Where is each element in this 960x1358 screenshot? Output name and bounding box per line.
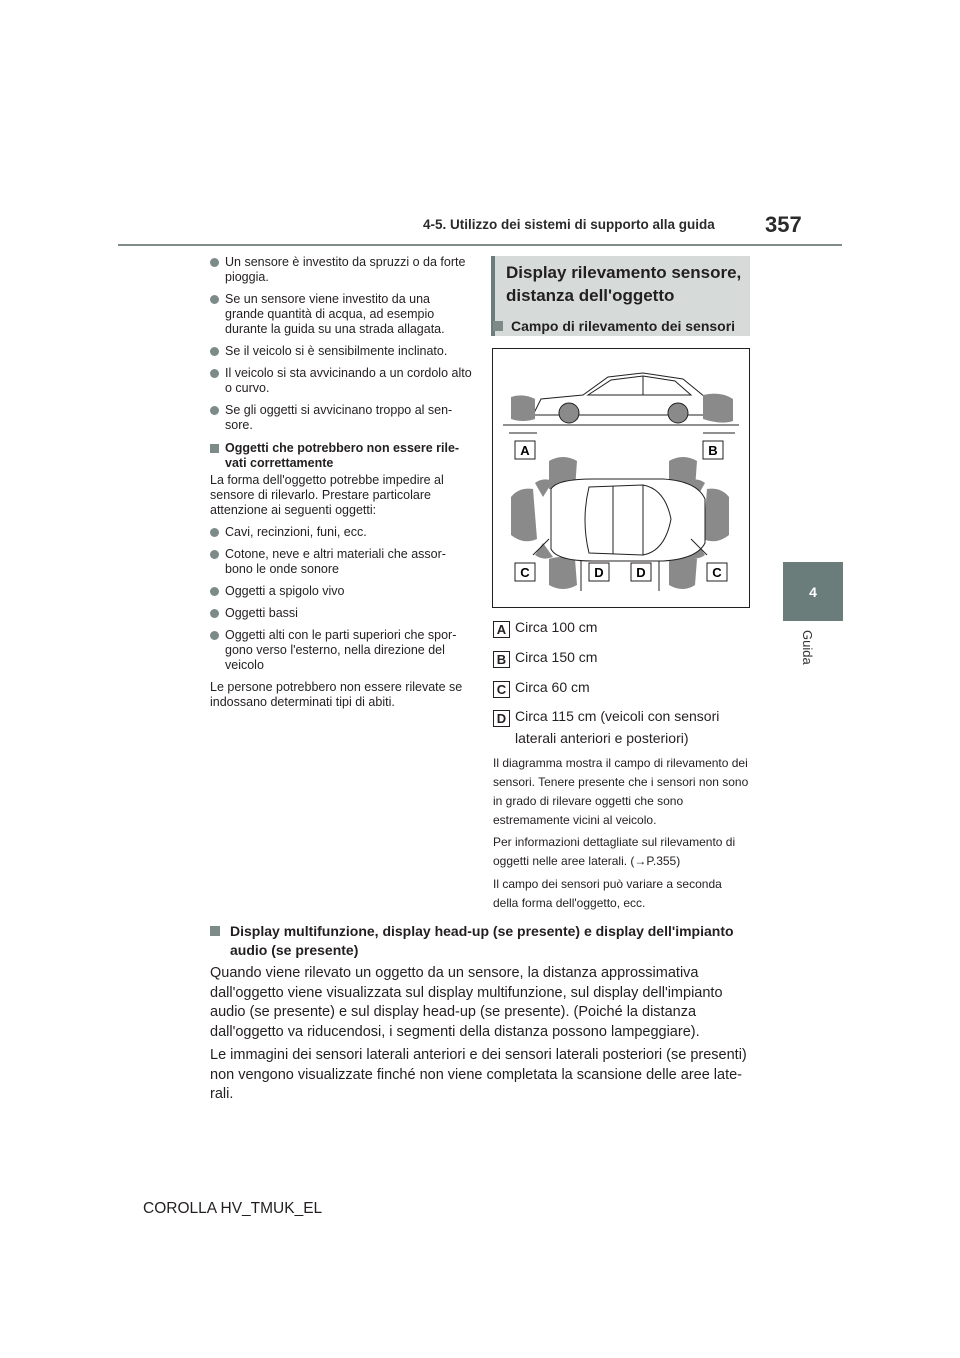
side-detection-paragraph: Per informazioni dettagliate sul rilevamento di oggetti nelle aree laterali. (→P.355) (493, 835, 736, 868)
footer-model: COROLLA HV_TMUK_EL (143, 1200, 323, 1217)
bullet-icon (210, 347, 219, 356)
list-item: Un sensore è investito da spruzzi o da forte pioggia. (210, 255, 472, 285)
square-bullet-icon (210, 444, 219, 453)
diagram-label-d-right: D (636, 565, 646, 580)
legend-text-b: Circa 150 cm (515, 649, 598, 665)
header-rule (118, 244, 842, 246)
list-item: Cavi, recinzioni, funi, ecc. (210, 525, 472, 540)
section-heading-detection-range: Campo di rilevamento dei sensori (493, 318, 735, 334)
sensor-diagram-svg (493, 349, 749, 607)
section-title: 4-5. Utilizzo dei sistemi di supporto alla guida (423, 217, 715, 232)
intro-paragraph: La forma dell'oggetto potrebbe impedire al sensore di rilevarlo. Prestare particolare attenzione ai seguenti oggetti: (210, 473, 444, 517)
list-item: Oggetti bassi (210, 606, 472, 621)
page-number: 357 (765, 212, 802, 237)
side-sensor-paragraph: Le immagini dei sensori laterali anteriori e dei sensori laterali posteriori (se presenti) non vengono visualizzate finché non viene completata la scansione delle aree late-rali. (210, 1047, 747, 1102)
diagram-label-a: A (520, 443, 530, 458)
list-item: Cotone, neve e altri materiali che assor-bono le onde sonore (210, 547, 472, 577)
bullet-icon (210, 369, 219, 378)
bullet-icon (210, 609, 219, 618)
bullet-icon (210, 406, 219, 415)
legend-item-a (493, 616, 753, 638)
legend-letter-b: B (493, 651, 510, 668)
sensor-range-diagram (492, 348, 750, 608)
list-item: Se un sensore viene investito da una grande quantità di acqua, ad esempio durante la guida su una strada allagata. (210, 292, 472, 337)
diagram-note-paragraph: Il diagramma mostra il campo di rilevamento dei sensori. Tenere presente che i sensori non sono in grado di rilevare oggetti che sono estremamente vicini al veicolo. (493, 756, 749, 827)
car-top-view (551, 479, 705, 561)
subheading-displays: Display multifunzione, display head-up (se presente) e display dell'impianto audio (se presente) (210, 922, 770, 960)
diagram-label-c-right: C (712, 565, 722, 580)
front-wheel-icon (559, 403, 579, 423)
bullet-icon (210, 295, 219, 304)
bullet-icon (210, 258, 219, 267)
legend-item-b (493, 646, 753, 668)
square-bullet-icon (493, 321, 503, 331)
display-paragraph: Quando viene rilevato un oggetto da un sensore, la distanza approssimativa dall'oggetto viene visualizzata sul display multifunzione, sul display dell'impianto audio (se presente) e sul display head-up (se presente). (Poiché la distanza dall'oggetto va riducendosi, i segmenti della distanza possono lampeggiare). (210, 965, 723, 1040)
rear-wheel-icon (668, 403, 688, 423)
diagram-label-b: B (708, 443, 718, 458)
legend-item-d (493, 705, 753, 749)
legend-text-a: Circa 100 cm (515, 619, 598, 635)
legend-letter-c: C (493, 681, 510, 698)
box-title: Display rilevamento sensore, distanza dell'oggetto (506, 263, 742, 305)
square-bullet-icon (210, 926, 220, 936)
rear-sensor-lobe (703, 394, 733, 423)
left-column (210, 255, 472, 717)
note-paragraph: Le persone potrebbero non essere rilevate se indossano determinati tipi di abiti. (210, 680, 463, 709)
list-item: Il veicolo si sta avvicinando a un cordolo alto o curvo. (210, 366, 472, 396)
chapter-label: Guida (800, 630, 815, 665)
list-item: Se il veicolo si è sensibilmente inclinato. (210, 344, 472, 359)
diagram-label-d-left: D (594, 565, 604, 580)
legend-letter-d: D (493, 710, 510, 727)
chapter-number: 4 (809, 583, 817, 600)
legend-item-c (493, 676, 753, 698)
bullet-icon (210, 528, 219, 537)
range-variation-paragraph: Il campo dei sensori può variare a seconda della forma dell'oggetto, ecc. (493, 877, 722, 910)
subheading-undetected-objects: Oggetti che potrebbero non essere rile-vati correttamente (210, 441, 472, 471)
bullet-icon (210, 587, 219, 596)
bullet-icon (210, 550, 219, 559)
front-sensor-lobe (511, 395, 535, 421)
legend-text-d: Circa 115 cm (veicoli con sensori laterali anteriori e posteriori) (515, 708, 720, 746)
list-item: Oggetti a spigolo vivo (210, 584, 472, 599)
diagram-label-c-left: C (520, 565, 530, 580)
list-item: Oggetti alti con le parti superiori che spor-gono verso l'esterno, nella direzione del veicolo (210, 628, 472, 673)
list-item: Se gli oggetti si avvicinano troppo al sen-sore. (210, 403, 472, 433)
legend-letter-a: A (493, 621, 510, 638)
legend-text-c: Circa 60 cm (515, 679, 590, 695)
chapter-tab[interactable] (783, 562, 843, 621)
bullet-icon (210, 631, 219, 640)
chapter-label-area (783, 622, 843, 682)
